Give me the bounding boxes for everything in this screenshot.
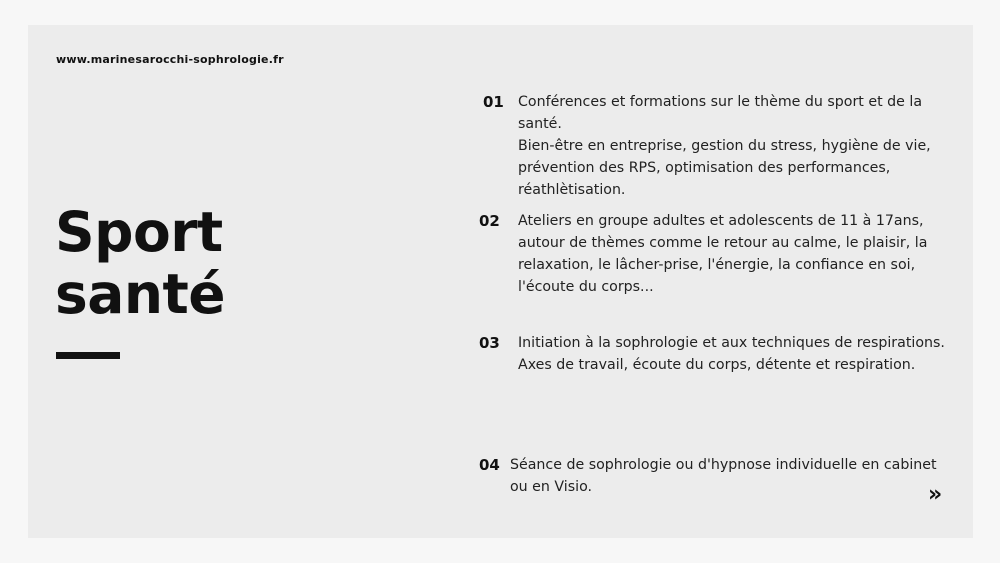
item-number: 04 (479, 456, 500, 474)
list-item-01 (483, 91, 938, 201)
slide (28, 25, 973, 538)
title-line-2: santé (55, 262, 226, 326)
list-item-04 (479, 454, 940, 498)
item-number: 03 (479, 334, 500, 352)
list-item-03 (479, 332, 948, 376)
double-chevron-right-icon[interactable]: » (928, 482, 940, 507)
site-url: www.marinesarocchi-sophrologie.fr (56, 53, 284, 66)
title-line-1: Sport (55, 200, 223, 264)
title-underline (56, 352, 120, 359)
list-item-02 (479, 210, 948, 298)
item-number: 01 (483, 93, 504, 111)
item-text: Conférences et formations sur le thème du sport et de la santé. Bien-être en entreprise, gestion du stress, hygiène de vie, prévention des RPS, optimisation des performances, réathlètisation. (518, 94, 931, 198)
item-text: Initiation à la sophrologie et aux techniques de respirations. Axes de travail, écoute du corps, détente et respiration. (518, 335, 945, 373)
item-text: Ateliers en groupe adultes et adolescents de 11 à 17ans, autour de thèmes comme le retour au calme, le plaisir, la relaxation, le lâcher-prise, l'énergie, la confiance en soi, l'écoute du corps... (518, 213, 928, 295)
item-number: 02 (479, 212, 500, 230)
item-text: Séance de sophrologie ou d'hypnose individuelle en cabinet ou en Visio. (510, 457, 937, 495)
page-title (55, 201, 225, 325)
